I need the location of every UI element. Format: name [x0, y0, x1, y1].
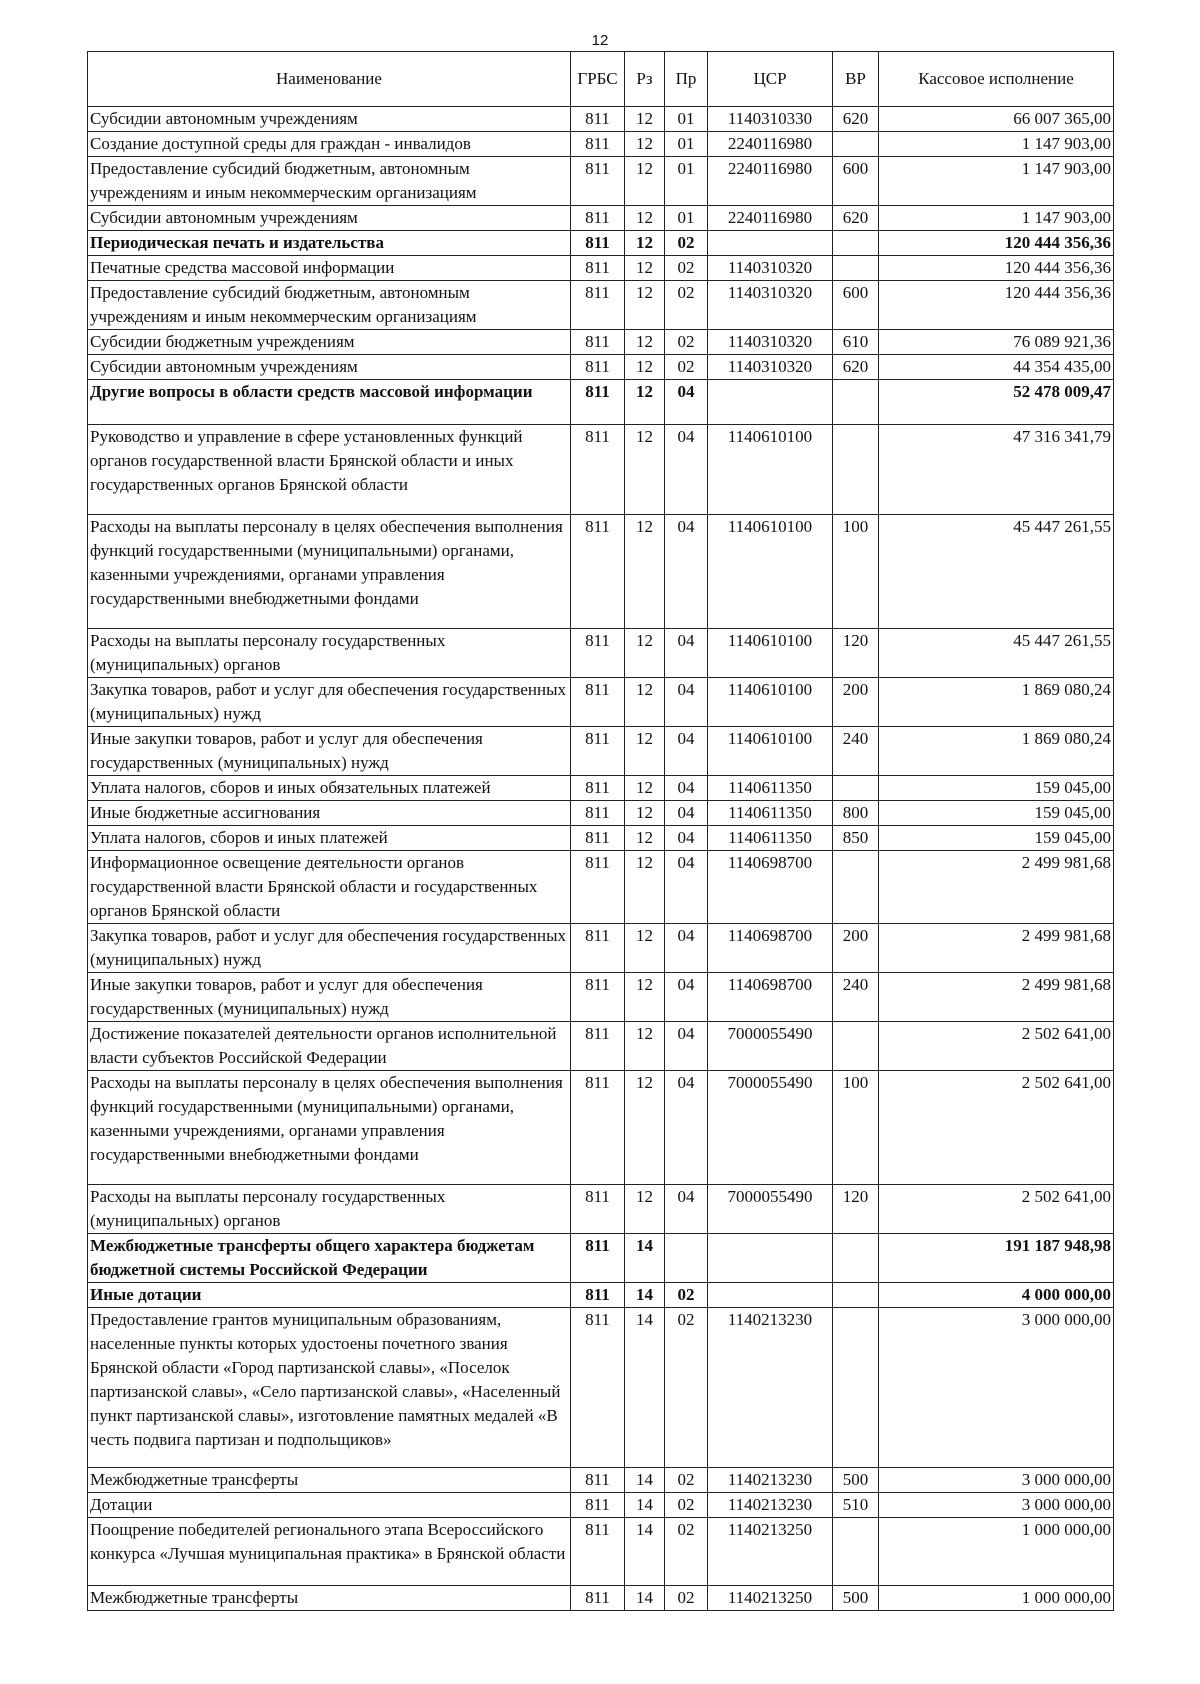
cell-csr: 1140310320: [708, 256, 833, 281]
cell-pr: 04: [665, 851, 708, 924]
cell-name: Закупка товаров, работ и услуг для обеспечения государственных (муниципальных) нужд: [88, 678, 571, 727]
cell-pr: 04: [665, 973, 708, 1022]
table-row: [88, 206, 1114, 231]
cell-pr: 04: [665, 678, 708, 727]
cell-rz: 12: [625, 629, 665, 678]
table-row: [88, 1022, 1114, 1071]
budget-execution-table: [87, 51, 1114, 1611]
cell-grbs: 811: [571, 851, 625, 924]
table-row: [88, 1518, 1114, 1586]
cell-pr: 04: [665, 629, 708, 678]
cell-amount: 120 444 356,36: [879, 231, 1114, 256]
cell-rz: 12: [625, 776, 665, 801]
cell-vr: 120: [833, 1185, 879, 1234]
table-row: [88, 1308, 1114, 1468]
cell-vr: 100: [833, 515, 879, 629]
cell-pr: 02: [665, 281, 708, 330]
cell-csr: 1140698700: [708, 973, 833, 1022]
cell-amount: 4 000 000,00: [879, 1283, 1114, 1308]
cell-grbs: 811: [571, 973, 625, 1022]
cell-vr: 800: [833, 801, 879, 826]
cell-pr: [665, 1234, 708, 1283]
cell-rz: 12: [625, 924, 665, 973]
cell-vr: [833, 1308, 879, 1468]
cell-rz: 12: [625, 826, 665, 851]
header-name: Наименование: [88, 52, 571, 107]
cell-amount: 45 447 261,55: [879, 629, 1114, 678]
cell-pr: 04: [665, 727, 708, 776]
cell-amount: 1 147 903,00: [879, 206, 1114, 231]
cell-vr: 200: [833, 678, 879, 727]
cell-csr: 7000055490: [708, 1071, 833, 1185]
cell-name: Другие вопросы в области средств массовой информации: [88, 380, 571, 425]
cell-vr: [833, 256, 879, 281]
table-row: [88, 330, 1114, 355]
cell-vr: 200: [833, 924, 879, 973]
table-row: [88, 1234, 1114, 1283]
cell-csr: 1140610100: [708, 678, 833, 727]
cell-rz: 12: [625, 206, 665, 231]
cell-csr: 1140310320: [708, 330, 833, 355]
cell-grbs: 811: [571, 1283, 625, 1308]
cell-rz: 14: [625, 1468, 665, 1493]
cell-csr: 1140610100: [708, 727, 833, 776]
cell-grbs: 811: [571, 1234, 625, 1283]
cell-csr: 1140310330: [708, 107, 833, 132]
cell-amount: 44 354 435,00: [879, 355, 1114, 380]
cell-grbs: 811: [571, 1022, 625, 1071]
cell-pr: 02: [665, 1493, 708, 1518]
cell-pr: 02: [665, 330, 708, 355]
cell-name: Субсидии автономным учреждениям: [88, 355, 571, 380]
cell-amount: 76 089 921,36: [879, 330, 1114, 355]
cell-rz: 12: [625, 107, 665, 132]
cell-rz: 14: [625, 1283, 665, 1308]
cell-rz: 14: [625, 1234, 665, 1283]
cell-grbs: 811: [571, 107, 625, 132]
cell-grbs: 811: [571, 330, 625, 355]
cell-name: Периодическая печать и издательства: [88, 231, 571, 256]
cell-vr: [833, 231, 879, 256]
cell-name: Субсидии автономным учреждениям: [88, 107, 571, 132]
cell-pr: 04: [665, 425, 708, 515]
cell-vr: 510: [833, 1493, 879, 1518]
cell-csr: 1140611350: [708, 801, 833, 826]
cell-grbs: 811: [571, 924, 625, 973]
cell-amount: 3 000 000,00: [879, 1308, 1114, 1468]
cell-grbs: 811: [571, 1518, 625, 1586]
cell-vr: [833, 425, 879, 515]
cell-pr: 04: [665, 1022, 708, 1071]
cell-vr: 620: [833, 355, 879, 380]
cell-csr: 1140310320: [708, 355, 833, 380]
table-row: [88, 231, 1114, 256]
cell-pr: 02: [665, 231, 708, 256]
table-row: [88, 425, 1114, 515]
cell-amount: 47 316 341,79: [879, 425, 1114, 515]
cell-pr: 04: [665, 1185, 708, 1234]
cell-csr: 1140610100: [708, 515, 833, 629]
cell-rz: 12: [625, 132, 665, 157]
cell-name: Информационное освещение деятельности органов государственной власти Брянской области и государственных органов Брянской области: [88, 851, 571, 924]
table-row: [88, 515, 1114, 629]
cell-grbs: 811: [571, 629, 625, 678]
cell-name: Иные закупки товаров, работ и услуг для обеспечения государственных (муниципальных) нужд: [88, 973, 571, 1022]
cell-vr: 500: [833, 1586, 879, 1611]
cell-pr: 01: [665, 157, 708, 206]
cell-csr: 1140213250: [708, 1586, 833, 1611]
cell-pr: 02: [665, 1468, 708, 1493]
cell-vr: 620: [833, 206, 879, 231]
header-amount: Кассовое исполнение: [879, 52, 1114, 107]
table-row: [88, 157, 1114, 206]
header-pr: Пр: [665, 52, 708, 107]
cell-name: Расходы на выплаты персоналу государственных (муниципальных) органов: [88, 629, 571, 678]
cell-name: Закупка товаров, работ и услуг для обеспечения государственных (муниципальных) нужд: [88, 924, 571, 973]
cell-pr: 04: [665, 1071, 708, 1185]
cell-grbs: 811: [571, 157, 625, 206]
cell-pr: 02: [665, 1283, 708, 1308]
cell-amount: 1 869 080,24: [879, 678, 1114, 727]
cell-amount: 45 447 261,55: [879, 515, 1114, 629]
cell-amount: 159 045,00: [879, 826, 1114, 851]
cell-pr: 02: [665, 1586, 708, 1611]
cell-name: Уплата налогов, сборов и иных платежей: [88, 826, 571, 851]
cell-rz: 12: [625, 1022, 665, 1071]
cell-grbs: 811: [571, 727, 625, 776]
cell-amount: 2 499 981,68: [879, 851, 1114, 924]
cell-rz: 12: [625, 727, 665, 776]
cell-grbs: 811: [571, 1468, 625, 1493]
cell-amount: 2 499 981,68: [879, 973, 1114, 1022]
cell-rz: 14: [625, 1518, 665, 1586]
cell-csr: [708, 1283, 833, 1308]
table-row: [88, 973, 1114, 1022]
cell-name: Печатные средства массовой информации: [88, 256, 571, 281]
cell-amount: 120 444 356,36: [879, 281, 1114, 330]
cell-rz: 12: [625, 281, 665, 330]
cell-name: Руководство и управление в сфере установленных функций органов государственной власти Брянской области и иных государственных органов Брянской области: [88, 425, 571, 515]
cell-csr: 1140213230: [708, 1493, 833, 1518]
cell-amount: 3 000 000,00: [879, 1468, 1114, 1493]
cell-vr: [833, 776, 879, 801]
cell-grbs: 811: [571, 206, 625, 231]
table-row: [88, 776, 1114, 801]
cell-name: Дотации: [88, 1493, 571, 1518]
cell-amount: 2 499 981,68: [879, 924, 1114, 973]
cell-amount: 3 000 000,00: [879, 1493, 1114, 1518]
cell-name: Предоставление грантов муниципальным образованиям, населенные пункты которых удостоены почетного звания Брянской области «Город партизанской славы», «Поселок партизанской славы», «Село партизанской славы», «Населенный пункт партизанской славы», изготовление памятных медалей «В честь подвига партизан и подпольщиков»: [88, 1308, 571, 1468]
cell-csr: 2240116980: [708, 132, 833, 157]
cell-rz: 12: [625, 1071, 665, 1185]
cell-csr: 1140213230: [708, 1468, 833, 1493]
cell-name: Расходы на выплаты персоналу в целях обеспечения выполнения функций государственными (муниципальными) органами, казенными учреждениями, органами управления государственными внебюджетными фондами: [88, 1071, 571, 1185]
cell-name: Межбюджетные трансферты: [88, 1586, 571, 1611]
cell-csr: 1140698700: [708, 851, 833, 924]
table-row: [88, 924, 1114, 973]
cell-grbs: 811: [571, 355, 625, 380]
cell-grbs: 811: [571, 132, 625, 157]
table-row: [88, 281, 1114, 330]
cell-grbs: 811: [571, 256, 625, 281]
cell-name: Поощрение победителей регионального этапа Всероссийского конкурса «Лучшая муниципальная практика» в Брянской области: [88, 1518, 571, 1586]
cell-vr: [833, 380, 879, 425]
cell-grbs: 811: [571, 776, 625, 801]
cell-vr: 500: [833, 1468, 879, 1493]
cell-vr: [833, 132, 879, 157]
cell-grbs: 811: [571, 231, 625, 256]
cell-csr: 1140213230: [708, 1308, 833, 1468]
table-row: [88, 851, 1114, 924]
table-row: [88, 629, 1114, 678]
cell-rz: 12: [625, 1185, 665, 1234]
cell-vr: 620: [833, 107, 879, 132]
table-row: [88, 1468, 1114, 1493]
cell-csr: [708, 380, 833, 425]
cell-amount: 52 478 009,47: [879, 380, 1114, 425]
cell-csr: 1140610100: [708, 629, 833, 678]
cell-amount: 1 000 000,00: [879, 1586, 1114, 1611]
cell-pr: 04: [665, 924, 708, 973]
table-row: [88, 1283, 1114, 1308]
cell-pr: 04: [665, 515, 708, 629]
cell-grbs: 811: [571, 1185, 625, 1234]
cell-vr: 600: [833, 157, 879, 206]
cell-name: Расходы на выплаты персоналу в целях обеспечения выполнения функций государственными (муниципальными) органами, казенными учреждениями, органами управления государственными внебюджетными фондами: [88, 515, 571, 629]
cell-vr: [833, 1518, 879, 1586]
cell-vr: [833, 1234, 879, 1283]
cell-amount: 1 147 903,00: [879, 132, 1114, 157]
cell-vr: [833, 851, 879, 924]
cell-amount: 159 045,00: [879, 801, 1114, 826]
cell-name: Иные дотации: [88, 1283, 571, 1308]
cell-rz: 12: [625, 973, 665, 1022]
cell-rz: 12: [625, 355, 665, 380]
cell-pr: 04: [665, 776, 708, 801]
cell-rz: 12: [625, 425, 665, 515]
cell-csr: 1140310320: [708, 281, 833, 330]
cell-vr: 240: [833, 973, 879, 1022]
cell-amount: 2 502 641,00: [879, 1071, 1114, 1185]
cell-rz: 12: [625, 801, 665, 826]
cell-pr: 01: [665, 132, 708, 157]
cell-name: Субсидии автономным учреждениям: [88, 206, 571, 231]
cell-rz: 12: [625, 515, 665, 629]
cell-rz: 14: [625, 1308, 665, 1468]
cell-csr: 1140698700: [708, 924, 833, 973]
cell-vr: 120: [833, 629, 879, 678]
cell-vr: 610: [833, 330, 879, 355]
cell-name: Расходы на выплаты персоналу государственных (муниципальных) органов: [88, 1185, 571, 1234]
cell-csr: 2240116980: [708, 206, 833, 231]
cell-vr: 240: [833, 727, 879, 776]
table-row: [88, 1071, 1114, 1185]
header-vr: ВР: [833, 52, 879, 107]
cell-amount: 2 502 641,00: [879, 1022, 1114, 1071]
cell-pr: 01: [665, 206, 708, 231]
cell-name: Межбюджетные трансферты общего характера бюджетам бюджетной системы Российской Федерации: [88, 1234, 571, 1283]
cell-pr: 01: [665, 107, 708, 132]
cell-amount: 66 007 365,00: [879, 107, 1114, 132]
table-row: [88, 132, 1114, 157]
cell-csr: 1140611350: [708, 776, 833, 801]
cell-vr: 600: [833, 281, 879, 330]
table-row: [88, 1493, 1114, 1518]
cell-csr: 1140611350: [708, 826, 833, 851]
cell-name: Иные закупки товаров, работ и услуг для обеспечения государственных (муниципальных) нужд: [88, 727, 571, 776]
cell-csr: 1140213250: [708, 1518, 833, 1586]
table-header-row: [88, 52, 1114, 107]
table-row: [88, 256, 1114, 281]
cell-name: Уплата налогов, сборов и иных обязательных платежей: [88, 776, 571, 801]
cell-name: Достижение показателей деятельности органов исполнительной власти субъектов Российской Федерации: [88, 1022, 571, 1071]
cell-amount: 2 502 641,00: [879, 1185, 1114, 1234]
cell-csr: 7000055490: [708, 1185, 833, 1234]
cell-name: Создание доступной среды для граждан - инвалидов: [88, 132, 571, 157]
cell-amount: 191 187 948,98: [879, 1234, 1114, 1283]
table-row: [88, 355, 1114, 380]
cell-amount: 1 869 080,24: [879, 727, 1114, 776]
table-row: [88, 727, 1114, 776]
table-row: [88, 380, 1114, 425]
cell-pr: 02: [665, 1518, 708, 1586]
cell-grbs: 811: [571, 1493, 625, 1518]
cell-grbs: 811: [571, 1586, 625, 1611]
cell-csr: [708, 231, 833, 256]
cell-csr: 1140610100: [708, 425, 833, 515]
cell-rz: 12: [625, 678, 665, 727]
cell-grbs: 811: [571, 826, 625, 851]
cell-vr: [833, 1283, 879, 1308]
header-grbs: ГРБС: [571, 52, 625, 107]
cell-name: Предоставление субсидий бюджетным, автономным учреждениям и иным некоммерческим организациям: [88, 157, 571, 206]
cell-grbs: 811: [571, 1071, 625, 1185]
cell-rz: 14: [625, 1493, 665, 1518]
cell-vr: 850: [833, 826, 879, 851]
table-row: [88, 1185, 1114, 1234]
cell-grbs: 811: [571, 281, 625, 330]
cell-pr: 02: [665, 1308, 708, 1468]
cell-grbs: 811: [571, 801, 625, 826]
cell-vr: [833, 1022, 879, 1071]
header-rz: Рз: [625, 52, 665, 107]
table-row: [88, 1586, 1114, 1611]
cell-pr: 02: [665, 256, 708, 281]
cell-rz: 12: [625, 851, 665, 924]
cell-rz: 12: [625, 380, 665, 425]
cell-rz: 12: [625, 330, 665, 355]
cell-grbs: 811: [571, 425, 625, 515]
cell-rz: 12: [625, 231, 665, 256]
cell-csr: 2240116980: [708, 157, 833, 206]
cell-rz: 12: [625, 256, 665, 281]
cell-grbs: 811: [571, 380, 625, 425]
cell-vr: 100: [833, 1071, 879, 1185]
cell-pr: 04: [665, 826, 708, 851]
cell-name: Иные бюджетные ассигнования: [88, 801, 571, 826]
table-row: [88, 107, 1114, 132]
table-body: [88, 107, 1114, 1611]
cell-amount: 120 444 356,36: [879, 256, 1114, 281]
cell-pr: 04: [665, 380, 708, 425]
table-row: [88, 678, 1114, 727]
cell-amount: 159 045,00: [879, 776, 1114, 801]
cell-name: Субсидии бюджетным учреждениям: [88, 330, 571, 355]
cell-csr: [708, 1234, 833, 1283]
header-csr: ЦСР: [708, 52, 833, 107]
page-number: 12: [591, 32, 609, 49]
table-row: [88, 801, 1114, 826]
cell-grbs: 811: [571, 678, 625, 727]
cell-rz: 14: [625, 1586, 665, 1611]
cell-grbs: 811: [571, 1308, 625, 1468]
cell-csr: 7000055490: [708, 1022, 833, 1071]
cell-name: Предоставление субсидий бюджетным, автономным учреждениям и иным некоммерческим организациям: [88, 281, 571, 330]
cell-pr: 04: [665, 801, 708, 826]
cell-rz: 12: [625, 157, 665, 206]
table-row: [88, 826, 1114, 851]
cell-name: Межбюджетные трансферты: [88, 1468, 571, 1493]
cell-pr: 02: [665, 355, 708, 380]
cell-grbs: 811: [571, 515, 625, 629]
cell-amount: 1 147 903,00: [879, 157, 1114, 206]
cell-amount: 1 000 000,00: [879, 1518, 1114, 1586]
